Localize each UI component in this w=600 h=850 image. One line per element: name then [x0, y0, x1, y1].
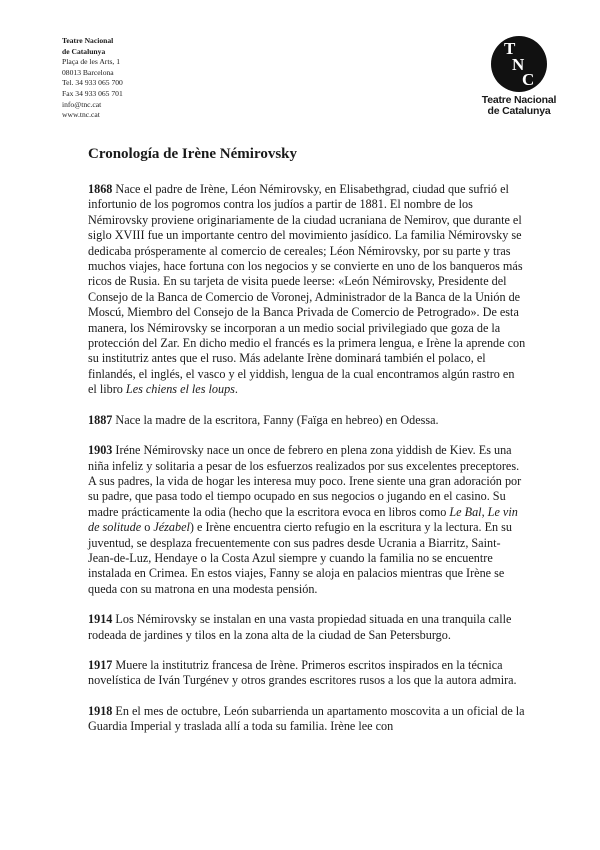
logo-wordmark — [474, 95, 564, 117]
entry-text: ) e Irène encuentra cierto refugio en la escritura y la lectura. En su juventud, se desplaza frecuentemente con sus padres desde Ucrania a Biarritz, Saint-Jean-de-Luz, Hendaye o la Costa Azul siempre y cuando la familia no se encuentre instalada en Crimea. En estos viajes, Fanny se aloja en palacios mientras que Irène se queda con su matrona en una modesta pensión. — [88, 520, 513, 596]
logo-letter-t: T — [504, 39, 516, 58]
entry-year: 1914 — [88, 612, 113, 627]
entry-text: Iréne Némirovsky nace un once de febrero en plena zona yiddish de Kiev. Es una niña infeliz y solitaria a pesar de los esfuerzos realizados por sus excelentes preceptores. A sus padres, la vida de hogar les interesa muy poco. Irene siente una gran adoración por su padre, que pasa todo el tiempo ocupado en sus negocios o jugando en el casino. Su madre prácticamente la odia (hecho que la escritora evoca en libros como — [88, 443, 522, 519]
letterhead-address — [62, 36, 123, 121]
entry-text: Muere la institutriz francesa de Irène. Primeros escritos inspirados en la técnica novelística de Iván Turgénev y otros grandes escritores rusos a los que la autora admira. — [88, 657, 517, 688]
chronology-entry-1914 — [88, 612, 526, 643]
org-name-line1: Teatre Nacional — [62, 36, 114, 45]
fax-number: Fax 34 933 065 701 — [62, 88, 123, 98]
chronology-entry-1868 — [88, 182, 526, 398]
address-street: Plaça de les Arts, 1 — [62, 57, 120, 67]
entry-text: Nace el padre de Irène, Léon Némirovsky, en Elisabethgrad, ciudad que sufrió el infortunio de los pogromos contra los judíos a partir de 1881. El nombre de los Némirovsky proviene originariamente de la ciudad ucraniana de Nemirov, que durante el siglo XVIII fue un importante centro del movimiento jasídico. La familia Némirovsky se dedicaba prósperamente al comercio de cereales; Léon Némirovsky, por su parte y tras muchos viajes, hace fortuna con los negocios y se convierte en uno de los banqueros más ricos de Rusia. En su tarjeta de visita puede leerse: «León Némirovsky, Presidente del Consejo de la Banca de Comercio de Voronej, Administrador de la Banca de la Unión de Moscú, Miembro del Consejo de la Banca Privada de Comercio de Petrogrado». De esta manera, los Némirovsky se incorporan a un medio social privilegiado que goza de la protección del Zar. En dicho medio el francés es la primera lengua, e Irène la aprende con su institutriz antes que el ruso. Más adelante Irène dominará también el polaco, el finlandés, el inglés, el vasco y el yiddish, lengua de la cual encontramos algún rastro en el libro — [88, 182, 526, 397]
book-title: Les chiens el les loups — [125, 382, 235, 397]
entry-text: . — [234, 382, 238, 397]
chronology-entry-1917 — [88, 658, 526, 689]
tnc-logo — [474, 36, 564, 117]
chronology-entry-1887 — [88, 413, 526, 428]
entry-text: o — [141, 520, 154, 535]
address-city: 08013 Barcelona — [62, 67, 114, 77]
entry-year: 1887 — [88, 412, 113, 427]
logo-text-line2: de Catalunya — [487, 105, 551, 117]
phone-number: Tel. 34 933 065 700 — [62, 78, 123, 88]
chronology-entry-1903 — [88, 443, 526, 597]
entry-text: Nace la madre de la escritora, Fanny (Faïga en hebreo) en Odessa. — [112, 412, 439, 427]
logo-circle — [491, 36, 547, 92]
entry-year: 1917 — [88, 657, 113, 672]
logo-letter-c: C — [522, 70, 535, 89]
org-name-line2: de Catalunya — [62, 46, 106, 56]
entry-text: , — [481, 504, 488, 519]
document-title: Cronología de Irène Némirovsky — [88, 146, 298, 162]
email-address: info@tnc.cat — [62, 99, 102, 109]
entry-text: Los Némirovsky se instalan en una vasta propiedad situada en una tranquila calle rodeada de jardines y tilos en la zona alta de la ciudad de San Petersburgo. — [88, 612, 512, 642]
entry-text: En el mes de octubre, León subarrienda un apartamento moscovita a un oficial de la Guardia Imperial y traslada allí a toda su familia. Irène lee con — [88, 703, 525, 734]
logo-letter-n: N — [512, 55, 525, 74]
book-title: Le vin de solitude — [88, 504, 518, 535]
logo-text-line1: Teatre Nacional — [481, 94, 557, 106]
book-title: Le Bal — [449, 504, 482, 519]
chronology-body — [88, 182, 526, 750]
entry-year: 1903 — [88, 443, 113, 458]
website: www.tnc.cat — [62, 110, 100, 120]
chronology-entry-1918 — [88, 704, 526, 735]
entry-year: 1868 — [88, 182, 113, 196]
entry-year: 1918 — [88, 703, 113, 718]
book-title: Jézabel — [153, 520, 190, 535]
